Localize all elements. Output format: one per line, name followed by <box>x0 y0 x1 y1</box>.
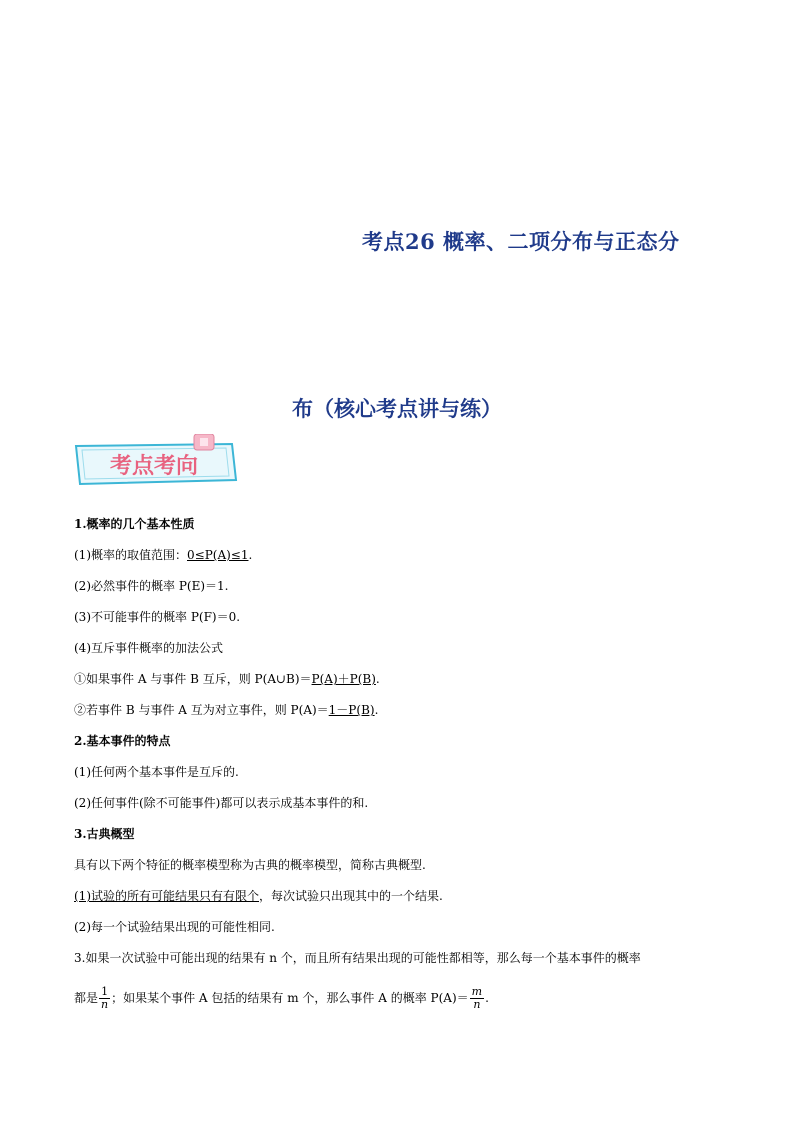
badge-label: 考点考向 <box>109 454 199 479</box>
underlined-text: (1)试验的所有可能结果只有有限个 <box>74 889 259 903</box>
item-probability-formula: 3.如果一次试验中可能出现的结果有 n 个，而且所有结果出现的可能性都相等，那么每一个基本事件的概率 <box>74 951 641 965</box>
document-title-line2: 布（核心考点讲与练） <box>292 396 502 421</box>
text: ，每次试验只出现其中的一个结果. <box>259 889 443 903</box>
item-certain-event: (2)必然事件的概率 P(E)＝1. <box>74 579 229 593</box>
text: . <box>375 672 380 686</box>
fraction-denominator: n <box>473 998 481 1011</box>
item-basic-2: (2)任何事件(除不可能事件)都可以表示成基本事件的和. <box>74 796 369 810</box>
text: . <box>485 991 489 1005</box>
heading-classical-model: 3.古典概型 <box>74 827 135 841</box>
text: (1)概率的取值范围： <box>74 548 187 562</box>
item-classical-def: 具有以下两个特征的概率模型称为古典的概率模型，简称古典概型. <box>74 858 426 872</box>
underlined-formula: 1－P(B) <box>328 703 375 717</box>
underlined-formula: 0≤P(A)≤1 <box>187 548 249 562</box>
document-title-line1: 考点26 概率、二项分布与正态分 <box>362 229 680 254</box>
text: ②若事件 B 与事件 A 互为对立事件，则 P(A)＝ <box>74 703 329 717</box>
text: ；如果某个事件 A 包括的结果有 m 个，那么事件 A 的概率 P(A)＝ <box>111 991 469 1005</box>
item-complementary <box>74 701 734 732</box>
underlined-formula: P(A)＋P(B) <box>311 672 376 686</box>
fraction-1-over-n <box>99 986 110 1011</box>
item-classical-1 <box>74 887 734 918</box>
item-impossible-event: (3)不可能事件的概率 P(F)＝0. <box>74 610 241 624</box>
item-addition-formula: (4)互斥事件概率的加法公式 <box>74 641 223 655</box>
item-basic-1: (1)任何两个基本事件是互斥的. <box>74 765 239 779</box>
fraction-denominator: n <box>101 998 109 1011</box>
text: . <box>248 548 253 562</box>
item-classical-2: (2)每一个试验结果出现的可能性相同. <box>74 920 275 934</box>
content-body <box>74 515 734 1017</box>
fraction-numerator: m <box>471 985 483 998</box>
item-probability-formula-cont <box>74 986 734 1017</box>
item-mutually-exclusive <box>74 670 734 701</box>
text: . <box>374 703 379 717</box>
item-range <box>74 546 734 577</box>
text: ①如果事件 A 与事件 B 互斥，则 P(A∪B)＝ <box>74 672 312 686</box>
heading-basic-events: 2.基本事件的特点 <box>74 734 171 748</box>
heading-properties: 1.概率的几个基本性质 <box>74 517 195 531</box>
section-badge <box>70 434 240 490</box>
fraction-m-over-n <box>470 986 484 1011</box>
text: 都是 <box>74 991 99 1005</box>
fraction-numerator: 1 <box>99 986 110 999</box>
